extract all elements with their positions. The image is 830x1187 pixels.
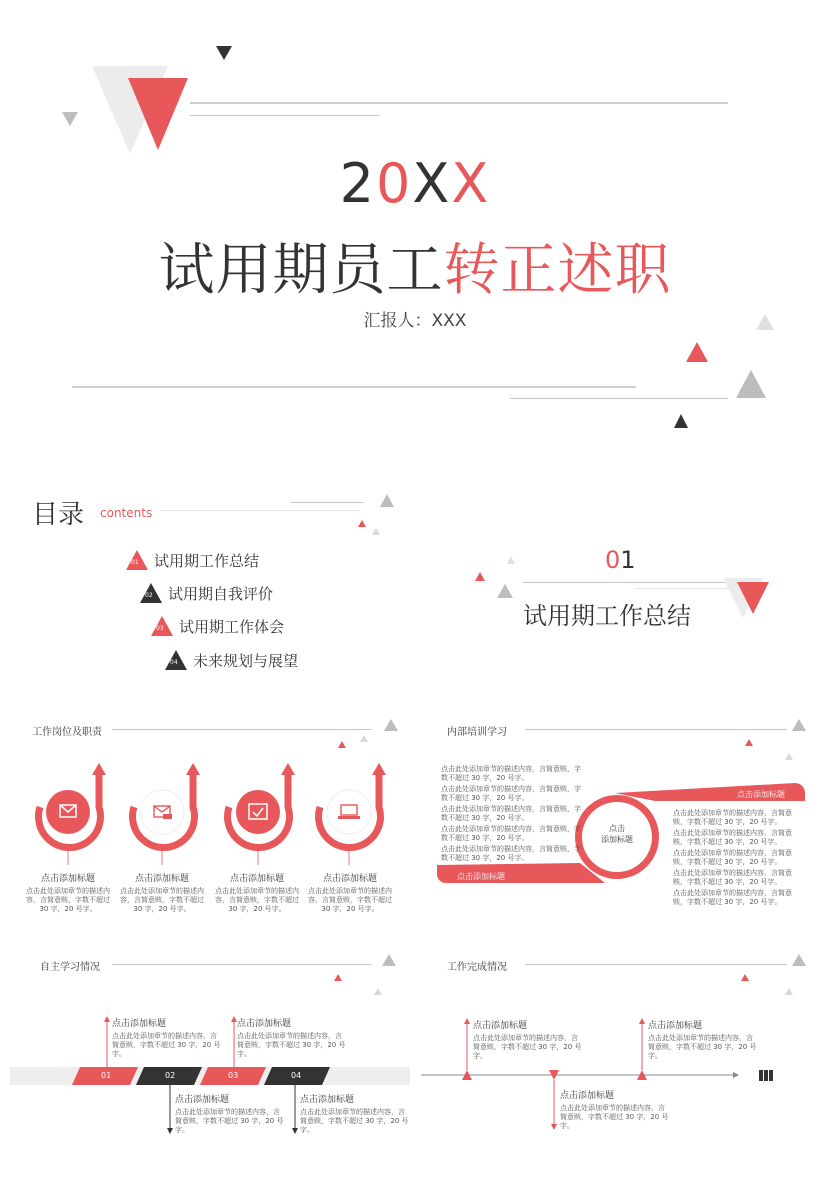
- duty-desc: 点击此处添加章节的描述内容，言简意赅，字数不超过 30 字，20 号字。: [26, 887, 110, 913]
- divider-line: [510, 398, 728, 399]
- completion-graphic: [415, 940, 830, 1187]
- cover-title-red: 转正述职: [443, 238, 672, 303]
- triangle-outline-icon: [507, 556, 515, 564]
- divider-line: [635, 588, 731, 589]
- duty-title: 点击添加标题: [40, 874, 95, 884]
- year-digit: 2: [339, 152, 376, 215]
- training-right-label: 点击添加标题: [737, 790, 785, 799]
- divider-line: [190, 102, 728, 104]
- selfstudy-slide: [0, 940, 415, 1187]
- note-title: 点击添加标题: [473, 1021, 528, 1031]
- note-title: 点击添加标题: [300, 1095, 355, 1105]
- toc-slide: [0, 470, 415, 695]
- triangle-gray-icon: [380, 494, 394, 507]
- triangle-red-icon: [128, 78, 188, 150]
- slide-title: 工作岗位及职责: [32, 727, 102, 738]
- list-item: 点击此处添加章节的描述内容，言简意赅，字数不超过 30 字，20 号字。: [441, 805, 581, 822]
- year-digit: X: [412, 152, 452, 215]
- slide-title: 自主学习情况: [40, 962, 100, 973]
- divider-line: [523, 582, 733, 583]
- cover-reporter: 汇报人：XXX: [363, 311, 467, 331]
- step-label: 01: [101, 1071, 112, 1080]
- note-title: 点击添加标题: [648, 1021, 703, 1031]
- triangle-outline-icon: [372, 528, 380, 535]
- divider-line: [72, 386, 636, 388]
- hook-arrow: [318, 763, 386, 865]
- toc-item-num: 03: [156, 625, 164, 632]
- timeline-note: [473, 1018, 583, 1061]
- triangle-red-icon: [475, 572, 485, 581]
- toc-item-num: 04: [170, 659, 178, 666]
- toc-item-label: 试用期自我评价: [168, 585, 274, 603]
- triangle-gray-icon: [62, 112, 78, 126]
- list-item: 点击此处添加章节的描述内容，言简意赅，字数不超过 30 字，20 号字。: [673, 889, 792, 906]
- triangle-gray-icon: [497, 584, 513, 598]
- triangle-gray-icon: [736, 370, 766, 398]
- timeline-note: [300, 1092, 410, 1135]
- duties-slide: [0, 705, 415, 930]
- toc-item-num: 01: [131, 559, 139, 566]
- triangle-red-icon: [358, 520, 366, 527]
- duty-title: 点击添加标题: [134, 874, 189, 884]
- list-item: 点击此处添加章节的描述内容，言简意赅，字数不超过 30 字，20 号字。: [441, 785, 581, 802]
- slide-title: 工作完成情况: [447, 962, 507, 973]
- duty-title: 点击添加标题: [322, 874, 377, 884]
- training-left-list: [441, 765, 581, 863]
- battery-icon: [759, 1070, 773, 1081]
- timeline-note: [175, 1092, 285, 1135]
- divider-line: [160, 510, 360, 511]
- duty-item: [211, 871, 303, 914]
- list-item: 点击此处添加章节的描述内容，言简意赅，字数不超过 30 字，20 号字。: [673, 849, 792, 866]
- divider-line: [290, 502, 364, 503]
- cover-title: [0, 226, 830, 306]
- divider-line: [190, 115, 380, 116]
- duty-item: [304, 871, 396, 914]
- training-slide: [415, 705, 830, 930]
- list-item: 点击此处添加章节的描述内容，言简意赅，字数不超过 30 字，20 号字。: [441, 845, 581, 862]
- note-desc: 点击此处添加章节的描述内容，言简意赅，字数不超过 30 字，20 号字。: [560, 1104, 669, 1130]
- list-item: 点击此处添加章节的描述内容，言简意赅，字数不超过 30 字，20 号字。: [673, 829, 792, 846]
- cover-slide: [0, 0, 830, 455]
- toc-subtitle: contents: [100, 506, 153, 520]
- list-item: 点击此处添加章节的描述内容，言简意赅，字数不超过 30 字，20 号字。: [441, 825, 581, 842]
- step-label: 03: [228, 1071, 239, 1080]
- timeline-note: [648, 1018, 758, 1061]
- toc-item-num: 02: [145, 592, 153, 599]
- duty-desc: 点击此处添加章节的描述内容，言简意赅，字数不超过 30 字，20 号字。: [215, 887, 299, 913]
- list-item: 点击此处添加章节的描述内容，言简意赅，字数不超过 30 字，20 号字。: [441, 765, 581, 782]
- list-item: 点击此处添加章节的描述内容，言简意赅，字数不超过 30 字，20 号字。: [673, 809, 792, 826]
- year-digit: X: [451, 152, 491, 215]
- note-desc: 点击此处添加章节的描述内容，言简意赅，字数不超过 30 字，20 号字。: [473, 1034, 582, 1060]
- timeline-note: [560, 1088, 670, 1131]
- duty-item: [22, 871, 114, 914]
- triangle-red-icon: [686, 342, 708, 362]
- timeline-note: [237, 1016, 347, 1059]
- step-label: 04: [291, 1071, 302, 1080]
- note-desc: 点击此处添加章节的描述内容，言简意赅，字数不超过 30 字，20 号字。: [175, 1108, 284, 1134]
- duty-title: 点击添加标题: [229, 874, 284, 884]
- toc-item-label: 未来规划与展望: [193, 652, 299, 670]
- duty-desc: 点击此处添加章节的描述内容，言简意赅，字数不超过 30 字，20 号字。: [120, 887, 204, 913]
- slide-title: 内部培训学习: [447, 727, 507, 738]
- section-title: 试用期工作总结: [523, 602, 691, 630]
- training-left-label: 点击添加标题: [457, 872, 505, 881]
- section-number-b: 1: [620, 546, 636, 574]
- step-label: 02: [165, 1071, 176, 1080]
- timeline-note: [112, 1016, 222, 1059]
- year-digit: 0: [376, 152, 413, 215]
- note-desc: 点击此处添加章节的描述内容，言简意赅，字数不超过 30 字，20 号字。: [237, 1032, 346, 1058]
- note-title: 点击添加标题: [560, 1091, 615, 1101]
- list-item: 点击此处添加章节的描述内容，言简意赅，字数不超过 30 字，20 号字。: [673, 869, 792, 886]
- note-desc: 点击此处添加章节的描述内容，言简意赅，字数不超过 30 字，20 号字。: [648, 1034, 757, 1060]
- note-title: 点击添加标题: [237, 1019, 292, 1029]
- note-title: 点击添加标题: [112, 1019, 167, 1029]
- completion-slide: [415, 940, 830, 1187]
- duty-item: [116, 871, 208, 914]
- toc-item-label: 试用期工作总结: [154, 552, 260, 570]
- section-number-a: 0: [605, 546, 621, 574]
- triangle-red-icon: [737, 582, 769, 614]
- cover-year: [0, 152, 830, 215]
- note-desc: 点击此处添加章节的描述内容，言简意赅，字数不超过 30 字，20 号字。: [300, 1108, 409, 1134]
- section-slide: [415, 470, 830, 695]
- triangle-outline-icon: [756, 314, 774, 330]
- hook-arrow: [227, 763, 295, 865]
- cover-title-dark: 试用期员工: [158, 238, 444, 303]
- hook-arrow: [38, 763, 106, 865]
- note-title: 点击添加标题: [175, 1095, 230, 1105]
- toc-title: 目录: [32, 500, 85, 530]
- selfstudy-graphic: [0, 940, 415, 1187]
- training-center-title: 点击 添加标题: [601, 824, 633, 844]
- triangle-dark-icon: [216, 46, 232, 60]
- section-number: [605, 546, 636, 574]
- training-right-list: [673, 809, 803, 907]
- note-desc: 点击此处添加章节的描述内容，言简意赅，字数不超过 30 字，20 号字。: [112, 1032, 221, 1058]
- duty-desc: 点击此处添加章节的描述内容，言简意赅，字数不超过 30 字，20 号字。: [308, 887, 392, 913]
- triangle-dark-icon: [674, 414, 688, 428]
- toc-item-label: 试用期工作体会: [179, 618, 285, 636]
